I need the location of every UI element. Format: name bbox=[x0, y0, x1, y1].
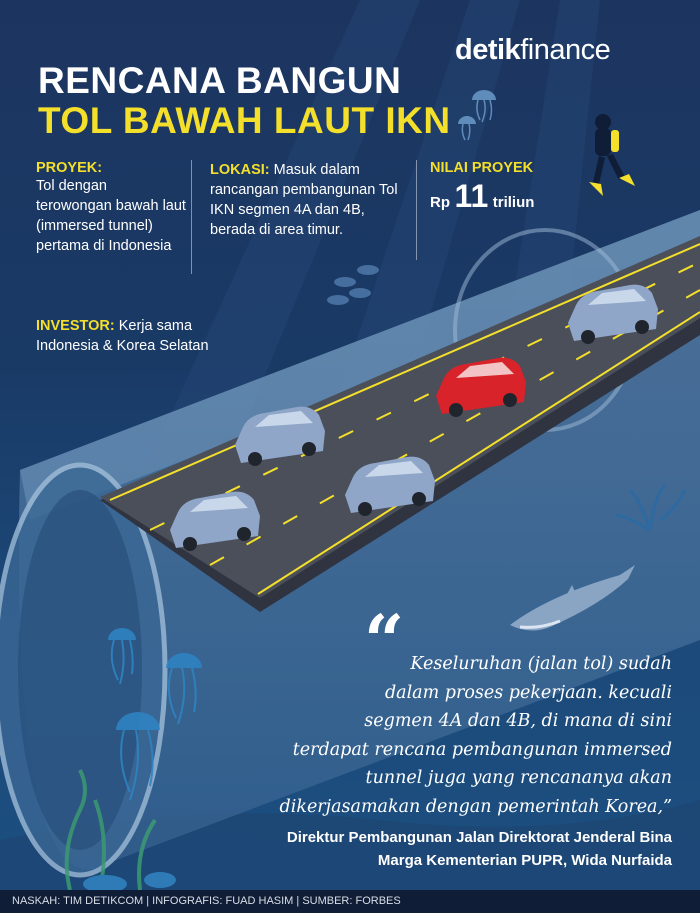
quote-line: dalam proses pekerjaan. kecuali bbox=[384, 682, 672, 703]
proyek-block bbox=[36, 160, 186, 256]
diver bbox=[589, 114, 635, 196]
quote-mark: “ bbox=[364, 599, 405, 682]
quote-source bbox=[190, 826, 672, 872]
title-line-2: TOL BAWAH LAUT IKN bbox=[38, 100, 451, 141]
quote-line: tunnel juga yang rencananya akan bbox=[365, 768, 672, 788]
nilai-unit: triliun bbox=[492, 194, 535, 211]
proyek-text: Tol dengan terowongan bawah laut (immersed tunnel) pertama di Indonesia bbox=[36, 178, 186, 254]
brand-logo: detikfinance bbox=[455, 34, 611, 66]
quote-line: Keseluruhan (jalan tol) sudah bbox=[410, 654, 672, 674]
quote-line: dikerjasamakan dengan pemerintah Korea,” bbox=[279, 796, 672, 817]
nilai-value bbox=[430, 178, 590, 215]
divider bbox=[416, 160, 417, 260]
investor-label: INVESTOR: bbox=[36, 318, 115, 334]
investor-text: Kerja sama Indonesia & Korea Selatan bbox=[36, 318, 209, 354]
investor-block bbox=[36, 316, 236, 356]
title-line-1: RENCANA BANGUN bbox=[38, 60, 402, 101]
nilai-label: NILAI PROYEK bbox=[430, 160, 534, 176]
nilai-block bbox=[430, 160, 590, 215]
source-line: Direktur Pembangunan Jalan Direktorat Jenderal Bina bbox=[286, 829, 672, 846]
divider bbox=[191, 160, 192, 274]
quote-line: terdapat rencana pembangunan immersed bbox=[292, 739, 672, 760]
quote-text bbox=[190, 650, 672, 821]
quote-line: segmen 4A dan 4B, di mana di sini bbox=[364, 711, 672, 731]
lokasi-block bbox=[210, 160, 405, 240]
lokasi-label: LOKASI: bbox=[210, 162, 270, 178]
nilai-amount: 11 bbox=[454, 178, 489, 214]
credits-footer: NASKAH: TIM DETIKCOM | INFOGRAFIS: FUAD HASIM | SUMBER: FORBES bbox=[0, 890, 700, 913]
nilai-currency: Rp bbox=[430, 194, 450, 211]
proyek-label: PROYEK: bbox=[36, 160, 103, 176]
lokasi-text: Masuk dalam rancangan pembangunan Tol IKN segmen 4A dan 4B, berada di area timur. bbox=[210, 162, 398, 238]
source-line: Marga Kementerian PUPR, Wida Nurfaida bbox=[377, 852, 672, 869]
